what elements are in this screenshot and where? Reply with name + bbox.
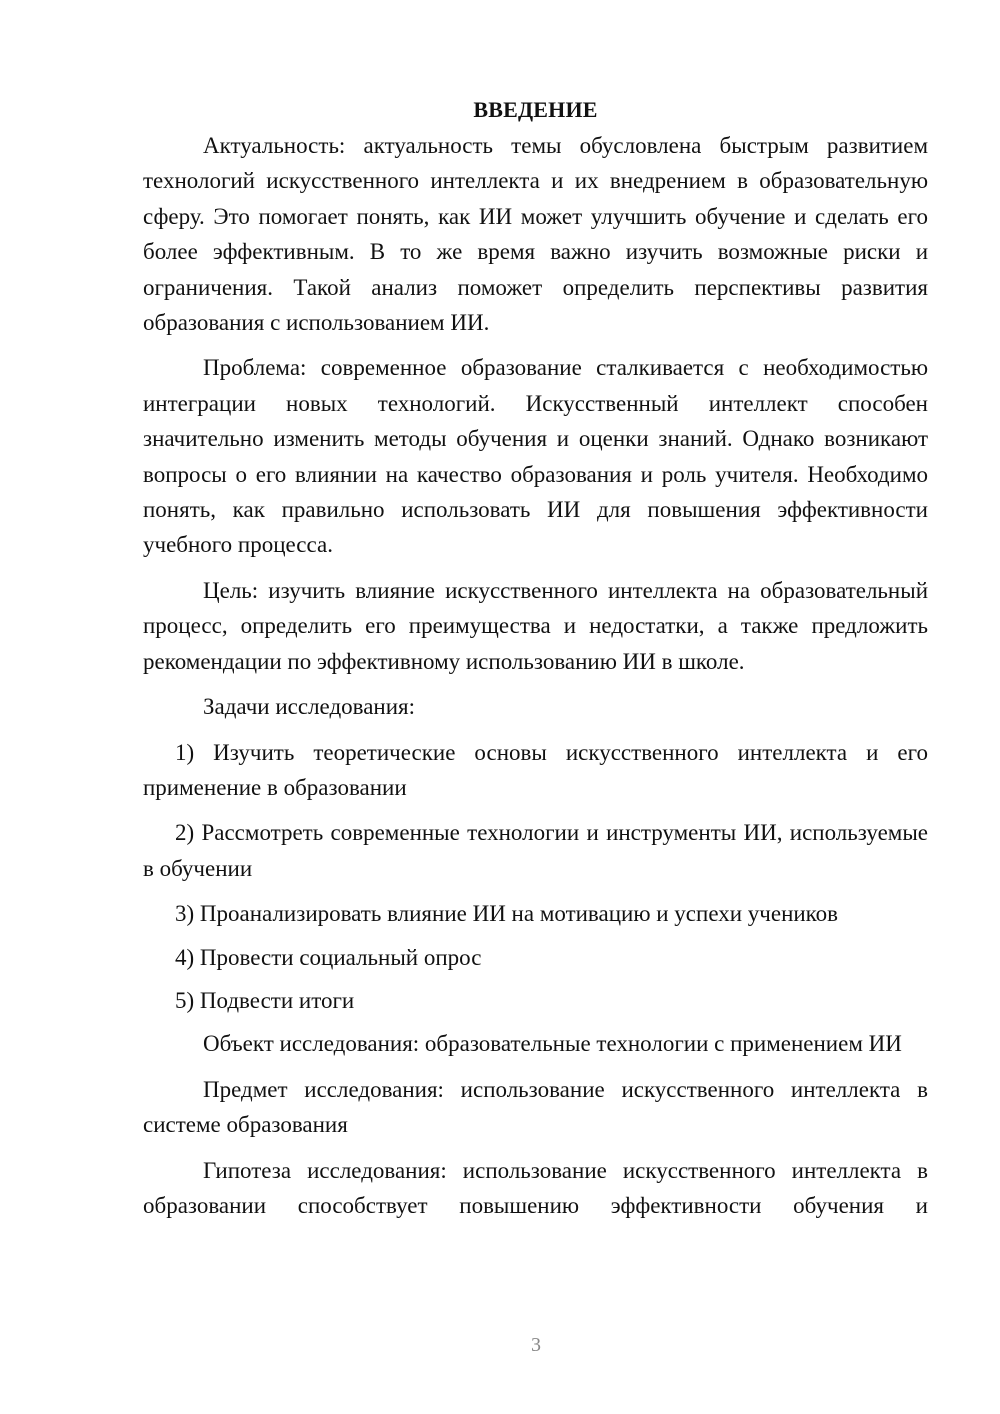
- goal-paragraph: Цель: изучить влияние искусственного интеллекта на образовательный процесс, определить его преимущества и недостатки, а также предложить рекомендации по эффективному использованию ИИ в школе.: [143, 577, 928, 674]
- page-number: 3: [531, 1334, 541, 1356]
- page-title: ВВЕДЕНИЕ: [473, 97, 598, 122]
- subject-paragraph: Предмет исследования: использование искусственного интеллекта в системе образования: [143, 1076, 928, 1138]
- page-content: [143, 92, 928, 1233]
- tasks-heading: Задачи исследования:: [203, 694, 416, 720]
- task-item-2: 2) Рассмотреть современные технологии и инструменты ИИ, используемые в обучении: [143, 820, 928, 881]
- problem-paragraph: Проблема: современное образование сталкивается с необходимостью интеграции новых технологий. Искусственный интеллект способен значительно изменить методы обучения и оценки знаний. Однако возникают вопросы о его влиянии на качество образования и роль учителя. Необходимо понять, как правильно использовать ИИ для повышения эффективности учебного процесса.: [143, 355, 928, 558]
- task-item-1: 1) Изучить теоретические основы искусственного интеллекта и его применение в образовании: [143, 739, 928, 800]
- task-item-4: 4) Провести социальный опрос: [175, 944, 482, 970]
- task-item-3: 3) Проанализировать влияние ИИ на мотивацию и успехи учеников: [175, 901, 839, 927]
- object-paragraph: Объект исследования: образовательные технологии с применением ИИ: [203, 1031, 902, 1057]
- hypothesis-paragraph: Гипотеза исследования: использование искусственного интеллекта в образовании способствует повышению эффективности обучения и: [143, 1157, 928, 1218]
- task-item-5: 5) Подвести итоги: [175, 987, 355, 1013]
- relevance-paragraph: Актуальность: актуальность темы обусловлена быстрым развитием технологий искусственного интеллекта и их внедрением в образовательную сферу. Это помогает понять, как ИИ может улучшить обучение и сделать его более эффективным. В то же время важно изучить возможные риски и ограничения. Такой анализ поможет определить перспективы развития образования с использованием ИИ.: [143, 133, 928, 336]
